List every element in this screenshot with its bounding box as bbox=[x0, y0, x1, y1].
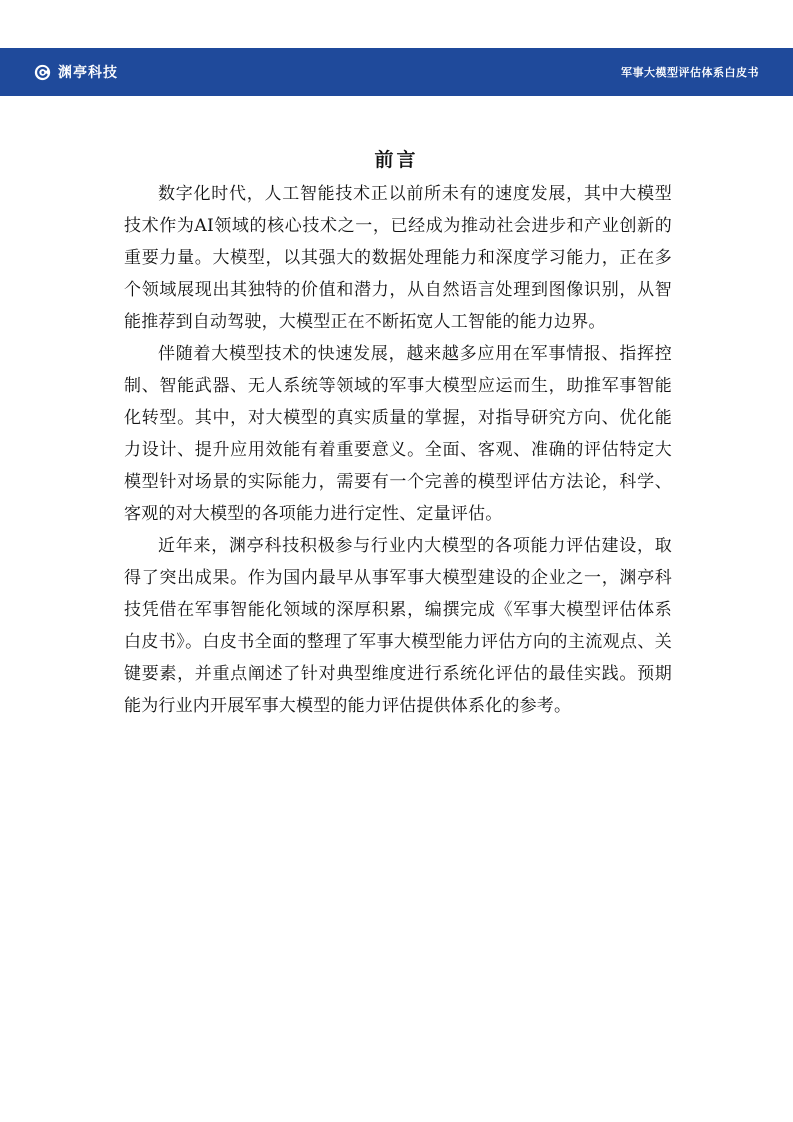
document-title: 军事大模型评估体系白皮书 bbox=[621, 66, 759, 79]
page-header bbox=[0, 48, 793, 96]
preface-body bbox=[124, 178, 672, 722]
company-name: 渊亭科技 bbox=[58, 65, 118, 81]
page-title: 前言 bbox=[374, 149, 419, 171]
paragraph: 数字化时代，人工智能技术正以前所未有的速度发展，其中大模型技术作为AI领域的核心技术之一，已经成为推动社会进步和产业创新的重要力量。大模型，以其强大的数据处理能力和深度学习能力，正在多个领域展现出其独特的价值和潜力，从自然语言处理到图像识别，从智能推荐到自动驾驶，大模型正在不断拓宽人工智能的能力边界。 bbox=[124, 184, 672, 332]
company-brand bbox=[34, 62, 118, 82]
company-logo-icon bbox=[34, 64, 51, 81]
paragraph: 伴随着大模型技术的快速发展，越来越多应用在军事情报、指挥控制、智能武器、无人系统等领域的军事大模型应运而生，助推军事智能化转型。其中，对大模型的真实质量的掌握，对指导研究方向、优化能力设计、提升应用效能有着重要意义。全面、客观、准确的评估特定大模型针对场景的实际能力，需要有一个完善的模型评估方法论，科学、客观的对大模型的各项能力进行定性、定量评估。 bbox=[124, 344, 672, 524]
paragraph: 近年来，渊亭科技积极参与行业内大模型的各项能力评估建设，取得了突出成果。作为国内最早从事军事大模型建设的企业之一，渊亭科技凭借在军事智能化领域的深厚积累，编撰完成《军事大模型评估体系白皮书》。白皮书全面的整理了军事大模型能力评估方向的主流观点、关键要素，并重点阐述了针对典型维度进行系统化评估的最佳实践。预期能为行业内开展军事大模型的能力评估提供体系化的参考。 bbox=[124, 536, 672, 716]
